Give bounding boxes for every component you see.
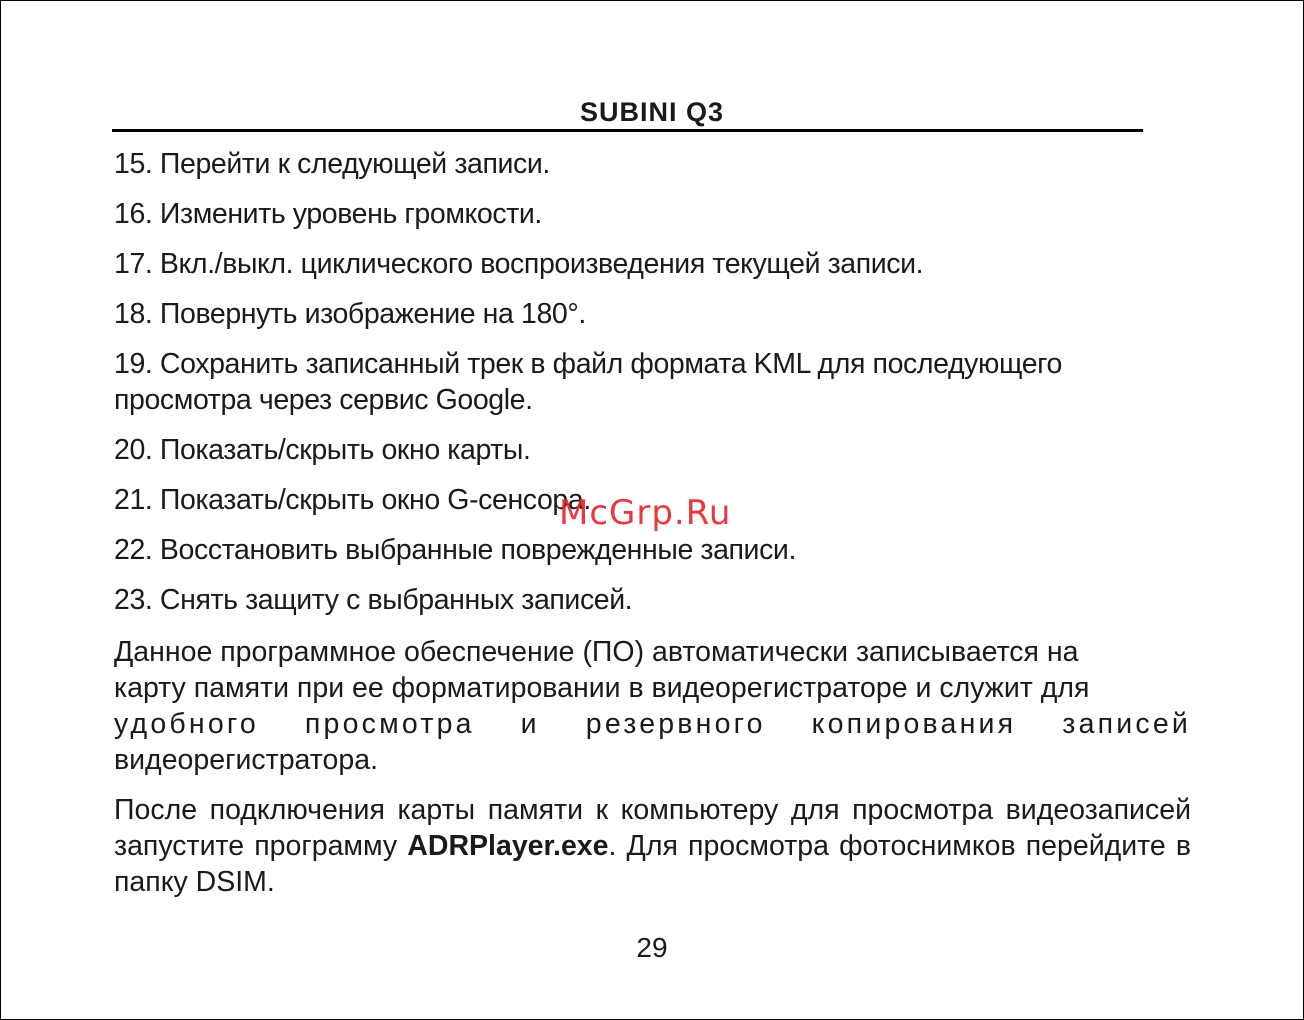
paragraph-usage-instructions xyxy=(114,792,1191,900)
list-item-22: 22. Восстановить выбранные поврежденные записи. xyxy=(114,534,796,566)
paragraph1-line1: Данное программное обеспечение (ПО) автоматически записывается на xyxy=(114,636,1079,668)
watermark: McGrp.Ru xyxy=(559,493,732,533)
list-item-16: 16. Изменить уровень громкости. xyxy=(114,198,542,230)
list-item-21: 21. Показать/скрыть окно G-сенсора. xyxy=(114,484,591,516)
header-divider xyxy=(112,129,1143,132)
paragraph2-text-after: . Для просмотра фотоснимков перейдите в папку DSIM. xyxy=(114,830,1191,898)
list-item-15: 15. Перейти к следующей записи. xyxy=(114,148,550,180)
paragraph1-line2: карту памяти при ее форматировании в видеорегистраторе и служит для xyxy=(114,672,1090,704)
paragraph1-line3: удобного просмотра и резервного копирования записей xyxy=(114,708,1191,740)
page-number: 29 xyxy=(636,932,668,963)
list-item-19: 19. Сохранить записанный трек в файл формата KML для последующего просмотра через сервис Google. xyxy=(114,348,1062,416)
list-item-20: 20. Показать/скрыть окно карты. xyxy=(114,434,531,466)
paragraph-software-description xyxy=(114,634,1191,778)
list-item-18: 18. Повернуть изображение на 180°. xyxy=(114,298,586,330)
paragraph2-text-before: После подключения карты памяти к компьютеру для просмотра видеозаписей запустите программу xyxy=(114,794,1191,862)
list-item-23: 23. Снять защиту с выбранных записей. xyxy=(114,584,633,616)
program-name: ADRPlayer.exe xyxy=(407,830,609,862)
paragraph1-line4: видеорегистратора. xyxy=(114,744,378,776)
header-title: SUBINI Q3 xyxy=(579,97,725,127)
list-item-17: 17. Вкл./выкл. циклического воспроизведения текущей записи. xyxy=(114,248,924,280)
